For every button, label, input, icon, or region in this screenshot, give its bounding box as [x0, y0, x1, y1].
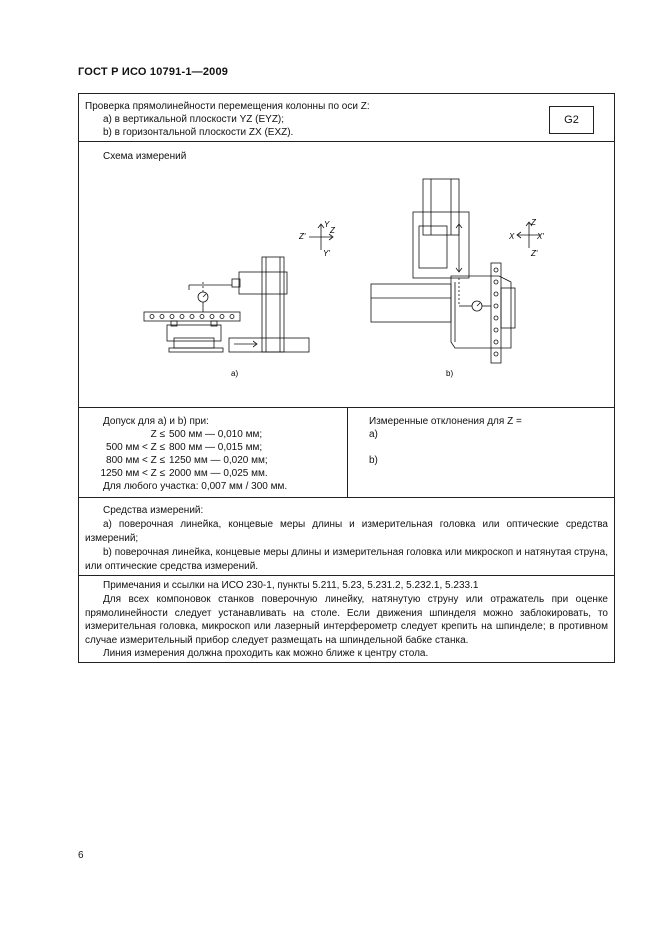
instruments-row — [79, 498, 614, 576]
axis-b-down: Z' — [531, 249, 538, 258]
tolerance-range-3: 800 мм < Z ≤ — [106, 455, 165, 466]
instruments-a: a) поверочная линейка, концевые меры длины и измерительная головка или оптические средства измерений; — [85, 519, 608, 544]
notes-paragraph-2: Линия измерения должна проходить как можно ближе к центру стола. — [103, 648, 429, 659]
page-number: 6 — [78, 850, 84, 861]
tolerance-any-segment: Для любого участка: 0,007 мм / 300 мм. — [103, 481, 288, 492]
figure-a-drawing — [144, 224, 333, 352]
notes-paragraph-1: Для всех компоновок станков поверочную линейку, натянутую струну или отражатель при оценке прямолинейности следует устанавливать на столе. Если движения шпинделя можно заблокировать, то измерительная головка, микроскоп или лазерный интерферометр следует крепить на шпинделе; в противном случае измерительный прибор следует размещать на шпиндельной бабке станка. — [85, 594, 608, 646]
instruments-title: Средства измерений: — [103, 505, 204, 516]
axis-b-up: Z — [531, 218, 536, 227]
figure-b-drawing — [371, 179, 541, 363]
document-header: ГОСТ Р ИСО 10791-1—2009 — [78, 66, 229, 78]
scheme-title: Схема измерений — [103, 151, 187, 162]
axis-b-left: X — [509, 232, 515, 241]
axis-a-down: Y' — [323, 249, 330, 258]
measured-b: b) — [369, 455, 378, 466]
axis-b-right: X' — [537, 232, 544, 241]
scheme-figure — [79, 142, 614, 406]
column-divider — [347, 408, 348, 497]
axis-a-right: Z — [330, 226, 335, 235]
axis-a-up: Y — [324, 220, 330, 229]
tolerance-range-4: 1250 мм < Z ≤ — [100, 468, 165, 479]
check-line-b: b) в горизонтальной плоскости ZX (EXZ). — [103, 127, 294, 138]
check-title-row — [79, 94, 614, 142]
tolerance-value-2: 800 мм — 0,015 мм; — [169, 442, 263, 453]
tolerance-range-1: Z ≤ — [150, 429, 165, 440]
scheme-row — [79, 142, 614, 408]
figure-a-label: a) — [231, 369, 239, 378]
axis-a-left: Z' — [299, 232, 306, 241]
check-table — [78, 93, 615, 663]
figure-b-label: b) — [446, 369, 454, 378]
check-title: Проверка прямолинейности перемещения колонны по оси Z: — [85, 101, 370, 112]
notes-title: Примечания и ссылки на ИСО 230-1, пункты 5.211, 5.23, 5.231.2, 5.232.1, 5.233.1 — [103, 580, 479, 591]
check-code-box: G2 — [549, 106, 594, 134]
tolerance-value-3: 1250 мм — 0,020 мм; — [169, 455, 268, 466]
check-line-a: a) в вертикальной плоскости YZ (EYZ); — [103, 114, 285, 125]
tolerance-row — [79, 408, 614, 498]
notes-row — [79, 576, 614, 662]
tolerance-title: Допуск для a) и b) при: — [103, 416, 209, 427]
tolerance-range-2: 500 мм < Z ≤ — [106, 442, 165, 453]
measured-a: a) — [369, 429, 378, 440]
tolerance-value-4: 2000 мм — 0,025 мм. — [169, 468, 268, 479]
instruments-b: b) поверочная линейка, концевые меры длины и измерительная головка или микроскоп и натянутая струна, или оптические средства измерений. — [85, 547, 608, 572]
measured-title: Измеренные отклонения для Z = — [369, 416, 522, 427]
tolerance-value-1: 500 мм — 0,010 мм; — [169, 429, 263, 440]
